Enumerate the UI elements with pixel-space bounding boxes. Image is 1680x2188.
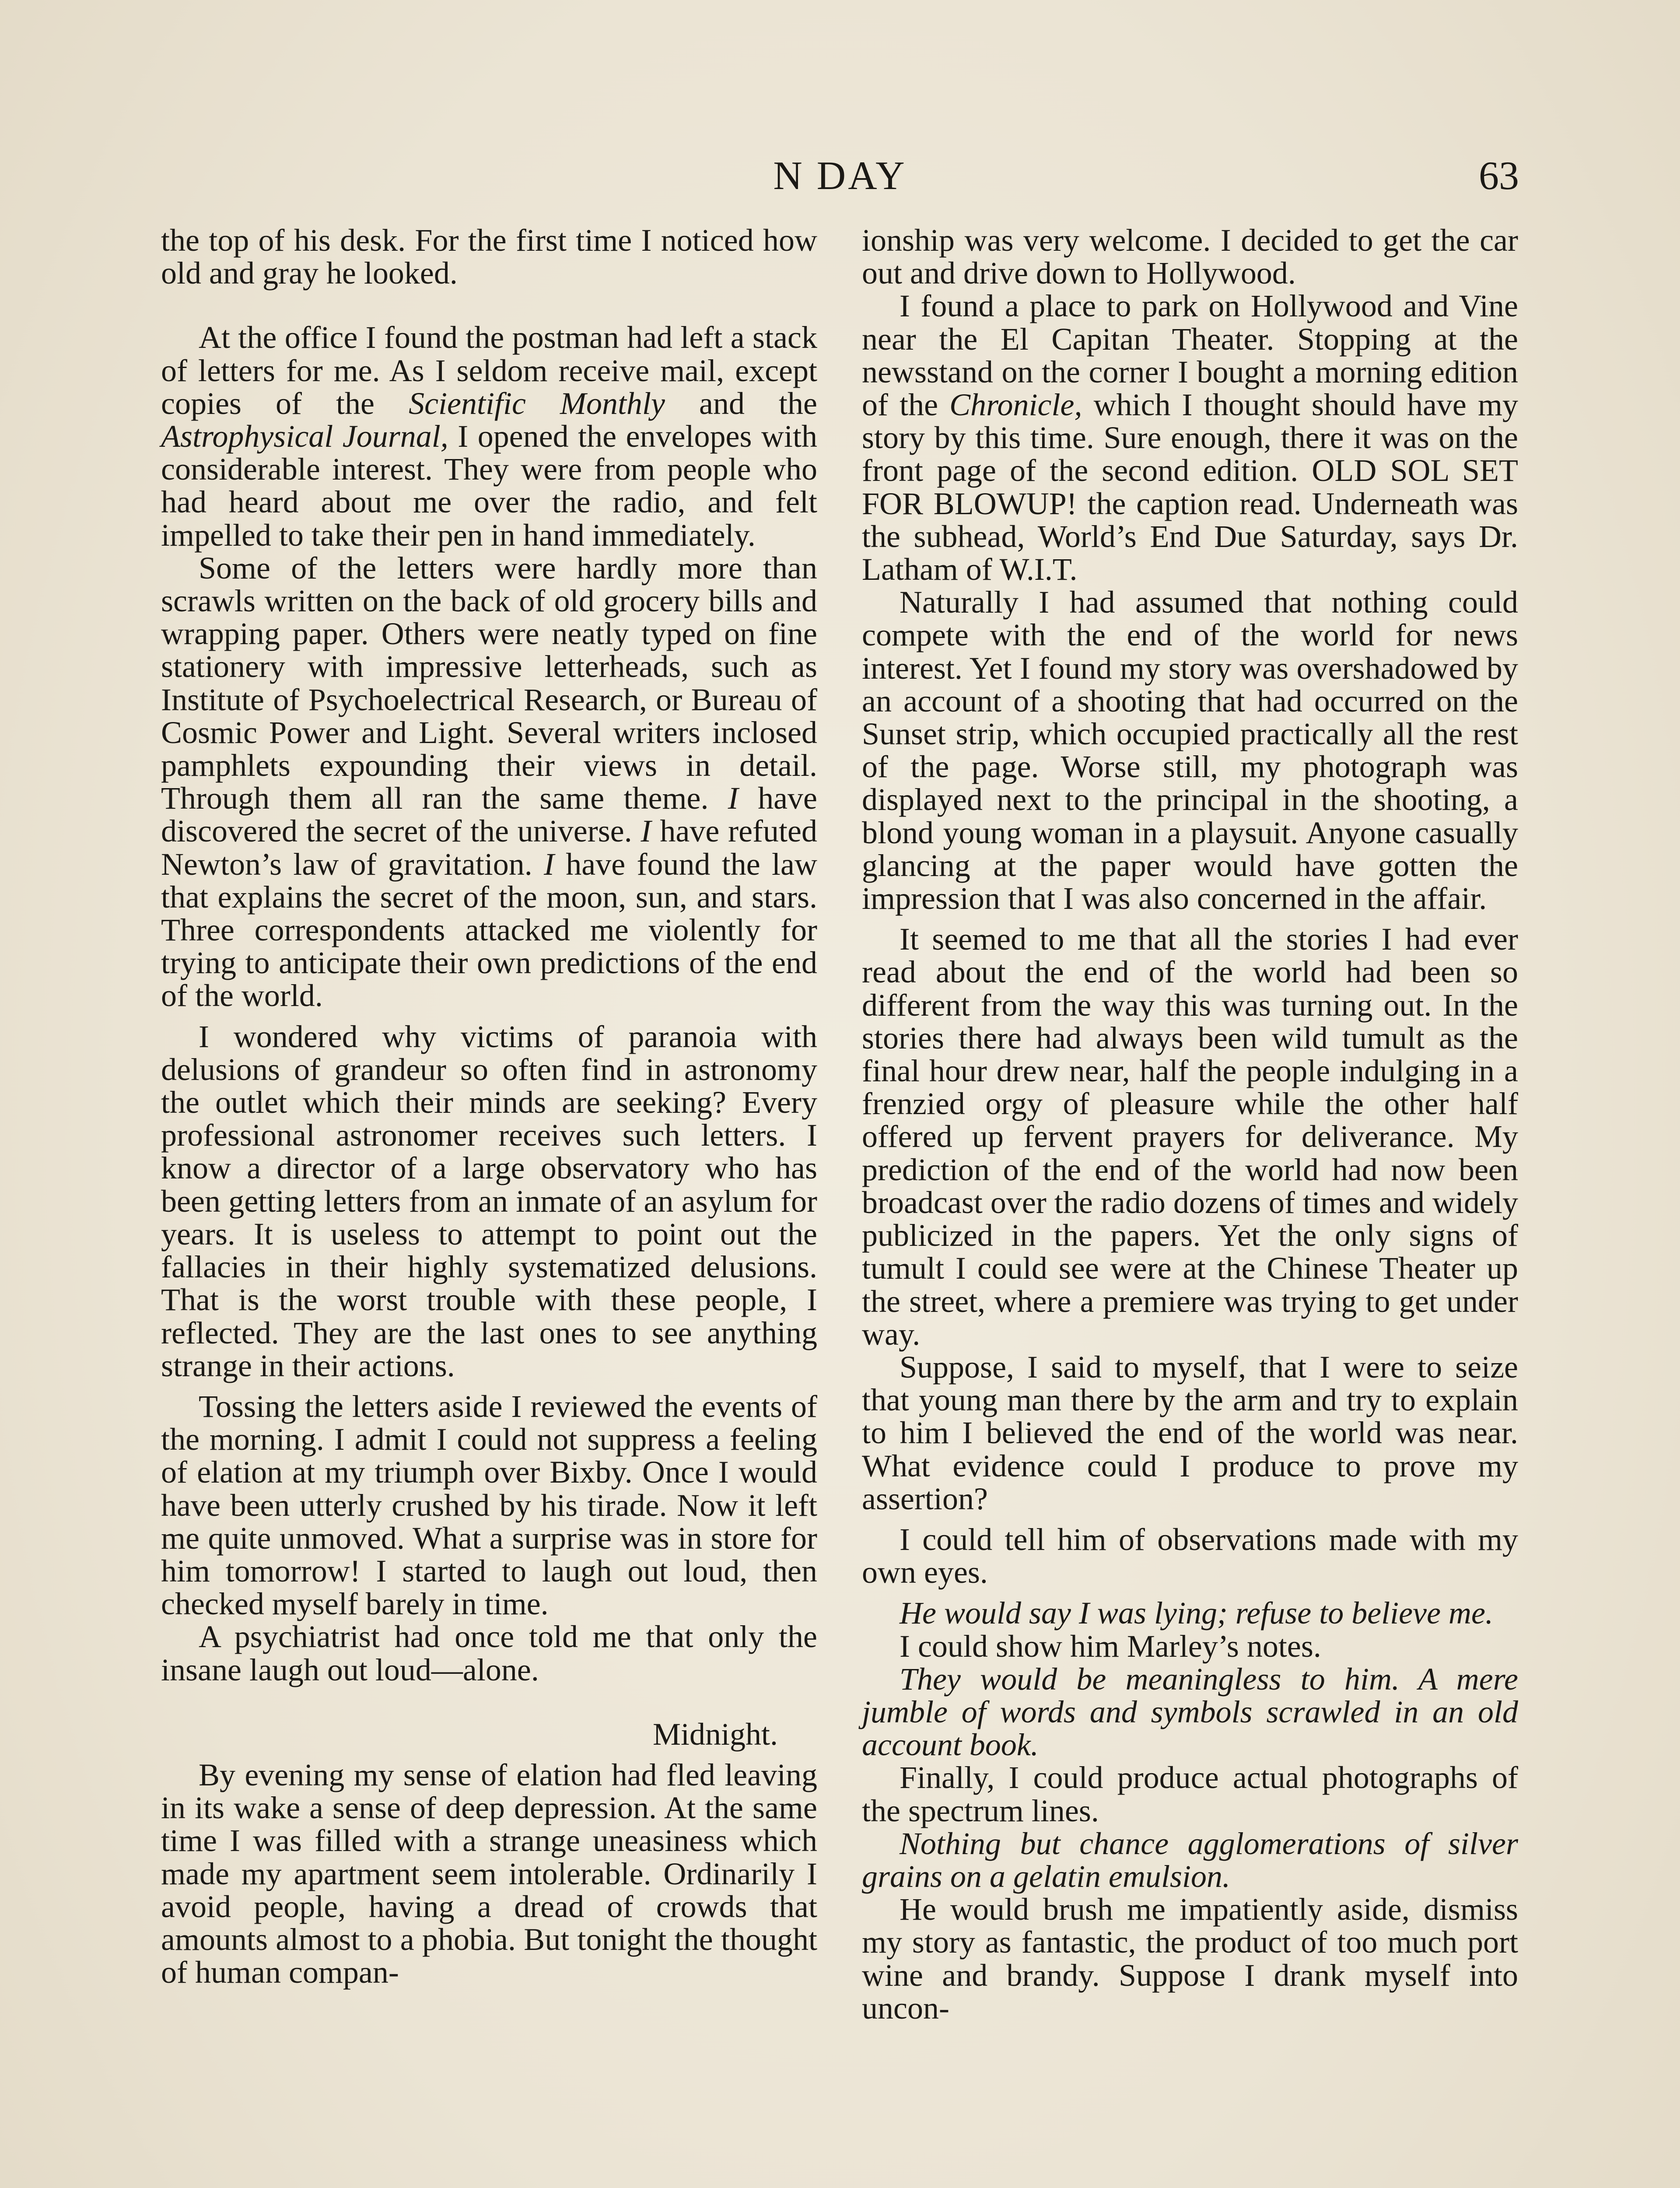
right-column — [862, 224, 1518, 2025]
journal-title: Astrophysical Journal, — [161, 419, 448, 454]
journal-title: Scientific Monthly — [409, 386, 665, 421]
text-run: and the — [665, 386, 818, 421]
emphasis: I — [728, 781, 738, 816]
paragraph: Tossing the letters aside I reviewed the events of the morning. I admit I could not suppress a feeling of elation at my triumph over Bixby. Once I would have been utterly crushed by his tirade. Now it left me quite unmoved. What a surprise was in store for him tomorrow! I started to laugh out loud, then checked myself barely in time. — [161, 1389, 817, 1622]
text-run: I found a place to park on Hollywood and Vine near the El Capitan Theater. Stopping at the newsstand on the corner I bought a morning edition of the — [862, 288, 1518, 423]
page-title: N DAY — [773, 153, 907, 198]
paragraph: He would brush me impatiently aside, dismiss my story as fantastic, the product of too much port wine and brandy. Suppose I drank myself into uncon- — [862, 1892, 1518, 2026]
paragraph — [862, 290, 1518, 586]
page-number: 63 — [1479, 153, 1519, 198]
text-run: have found the law that explains the secret of the moon, sun, and stars. Three correspondents attacked me violently for trying to anticipate their own predictions of the end of the world. — [161, 846, 817, 1013]
newspaper-title: Chronicle, — [949, 387, 1082, 423]
paragraph — [161, 321, 817, 551]
paragraph: It seemed to me that all the stories I had ever read about the end of the world had been so different from the way this was turning out. In the stories there had always been wild tumult as the final hour drew near, half the people indulging in a frenzied orgy of pleasure while the other half offered up fervent prayers for deliverance. My prediction of the end of the world had now been broadcast over the radio dozens of times and widely publicized in the papers. Yet the only signs of tumult I could see were at the Chinese Theater up the street, where a premiere was trying to get under way. — [862, 922, 1518, 1352]
running-head — [0, 152, 1680, 200]
text-run: have discovered the secret of the universe. — [161, 781, 818, 849]
paragraph: I could tell him of observations made with my own eyes. — [862, 1522, 1518, 1590]
paragraph: A psychiatrist had once told me that only the insane laugh out loud—alone. — [161, 1619, 817, 1687]
paragraph: Nothing but chance agglomerations of silver grains on a gelatin emulsion. — [862, 1826, 1518, 1894]
text-run: I opened the envelopes with considerable interest. They were from people who had heard about me over the radio, and felt impelled to take their pen in hand immediately. — [161, 419, 818, 553]
dateline: Midnight. — [652, 1716, 778, 1752]
paragraph: ionship was very welcome. I decided to get the car out and drive down to Hollywood. — [862, 223, 1518, 291]
paragraph: Naturally I had assumed that nothing could compete with the end of the world for news interest. Yet I found my story was overshadowed by an account of a shooting that had occurred on the Sunset strip, which occupied practically all the rest of the page. Worse still, my photograph was displayed next to the principal in the shooting, a blond young woman in a playsuit. Anyone casually glancing at the paper would have gotten the impression that I was also concerned in the affair. — [862, 585, 1518, 916]
text-run: At the office I found the postman had left a stack of letters for me. As I seldom receive mail, except copies of the — [161, 320, 817, 421]
left-column — [161, 224, 817, 1989]
paragraph: Finally, I could produce actual photographs of the spectrum lines. — [862, 1760, 1518, 1828]
text-run: have refuted Newton’s law of gravitation. — [161, 813, 817, 882]
paragraph: By evening my sense of elation had fled leaving in its wake a sense of deep depression. At the same time I was filled with a strange uneasiness which made my apartment seem intolerable. Ordinarily I avoid people, having a dread of crowds that amounts almost to a phobia. But tonight the thought of human compan- — [161, 1757, 817, 1990]
paragraph: I wondered why victims of paranoia with delusions of grandeur so often find in astronomy the outlet which their minds are seeking? Every professional astronomer receives such letters. I know a director of a large observatory who has been getting letters from an inmate of an asylum for years. It is useless to attempt to point out the fallacies in their highly systematized delusions. That is the worst trouble with these people, I reflected. They are the last ones to see anything strange in their actions. — [161, 1019, 817, 1383]
paragraph: I could show him Marley’s notes. — [900, 1628, 1321, 1664]
paragraph: the top of his desk. For the first time I noticed how old and gray he looked. — [161, 223, 817, 291]
paragraph: He would say I was lying; refuse to believe me. — [900, 1595, 1493, 1631]
paragraph: They would be meaningless to him. A mere jumble of words and symbols scrawled in an old account book. — [862, 1661, 1518, 1763]
emphasis: I — [544, 846, 554, 882]
paragraph — [161, 552, 817, 1013]
text-run: Some of the letters were hardly more than scrawls written on the back of old grocery bills and wrapping paper. Others were neatly typed on fine stationery with impressive letterheads, such as Institute of Psychoelectrical Research, or Bureau of Cosmic Power and Light. Several writers inclosed pamphlets expounding their views in detail. Through them all ran the same theme. — [161, 550, 817, 816]
emphasis: I — [640, 813, 651, 849]
paragraph: Suppose, I said to myself, that I were to seize that young man there by the arm and try to explain to him I believed the end of the world was near. What evidence could I produce to prove my assertion? — [862, 1349, 1518, 1516]
text-run: which I thought should have my story by this time. Sure enough, there it was on the front page of the second edition. OLD SOL SET FOR BLOWUP! the caption read. Underneath was the subhead, World’s End Due Saturday, says Dr. Latham of W.I.T. — [862, 387, 1518, 587]
